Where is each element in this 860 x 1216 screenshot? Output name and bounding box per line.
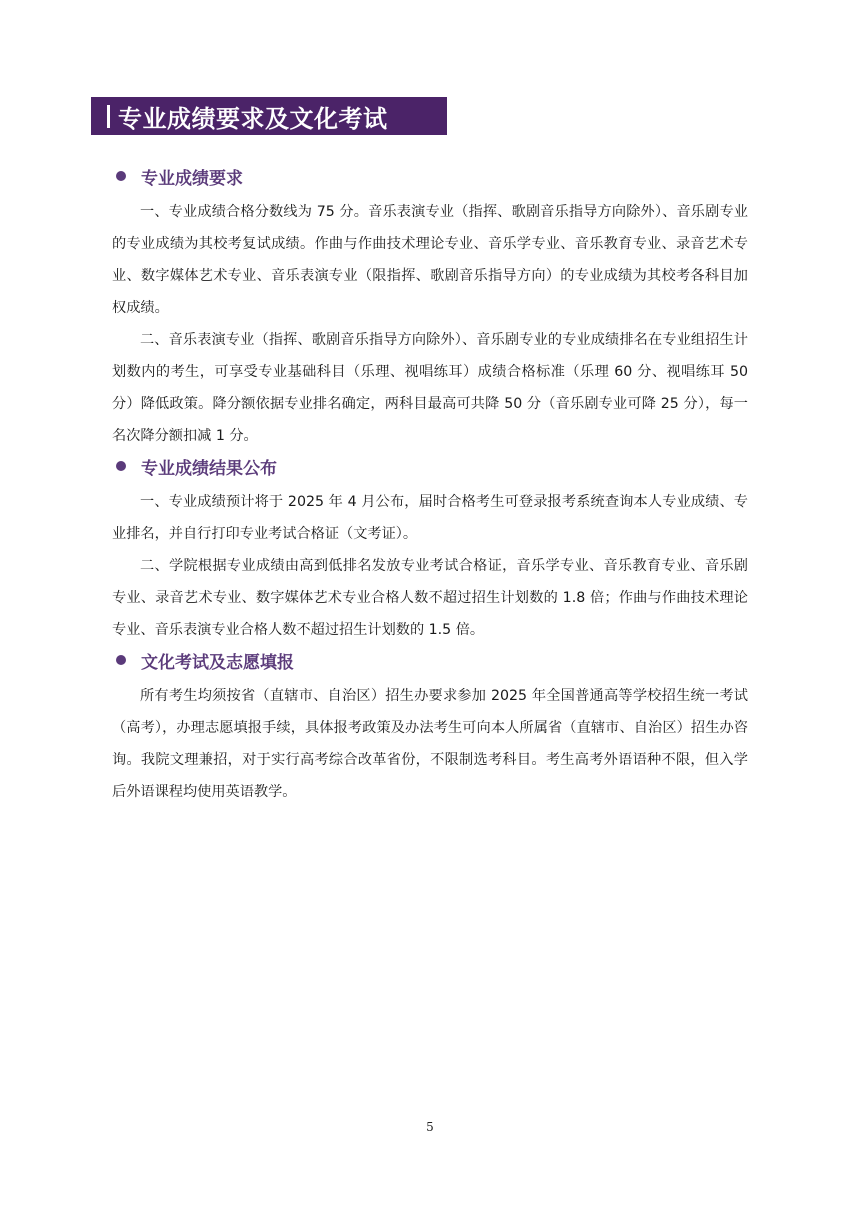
page-number: 5 bbox=[426, 1120, 434, 1134]
subheading-text: 文化考试及志愿填报 bbox=[141, 652, 294, 673]
banner-accent-bar bbox=[107, 105, 110, 128]
bullet-dot-icon bbox=[116, 171, 126, 181]
paragraph: 一、专业成绩预计将于 2025 年 4 月公布，届时合格考生可登录报考系统查询本人专业成绩、专业排名，并自行打印专业考试合格证（文考证）。 bbox=[112, 494, 748, 542]
section-banner bbox=[91, 97, 447, 135]
paragraph: 所有考生均须按省（直辖市、自治区）招生办要求参加 2025 年全国普通高等学校招生统一考试（高考），办理志愿填报手续，具体报考政策及办法考生可向本人所属省（直辖市、自治区）招生办咨询。我院文理兼招，对于实行高考综合改革省份，不限制选考科目。考生高考外语语种不限，但入学后外语课程均使用英语教学。 bbox=[112, 688, 748, 800]
subheading-culture-exam bbox=[112, 646, 748, 674]
banner-title: 专业成绩要求及文化考试 bbox=[118, 104, 388, 133]
paragraph: 二、学院根据专业成绩由高到低排名发放专业考试合格证，音乐学专业、音乐教育专业、音乐剧专业、录音艺术专业、数字媒体艺术专业合格人数不超过招生计划数的 1.8 倍；作曲与作曲技术理论专业、音乐表演专业合格人数不超过招生计划数的 1.5 倍。 bbox=[112, 558, 748, 638]
subheading-score-requirements bbox=[112, 162, 748, 190]
subheading-text: 专业成绩要求 bbox=[141, 168, 243, 189]
paragraph: 一、专业成绩合格分数线为 75 分。音乐表演专业（指挥、歌剧音乐指导方向除外）、音乐剧专业的专业成绩为其校考复试成绩。作曲与作曲技术理论专业、音乐学专业、音乐教育专业、录音艺术专业、数字媒体艺术专业、音乐表演专业（限指挥、歌剧音乐指导方向）的专业成绩为其校考各科目加权成绩。 bbox=[112, 204, 748, 316]
subheading-text: 专业成绩结果公布 bbox=[141, 458, 277, 479]
bullet-dot-icon bbox=[116, 655, 126, 665]
subheading-results-announcement bbox=[112, 452, 748, 480]
document-body bbox=[112, 162, 748, 808]
paragraph: 二、音乐表演专业（指挥、歌剧音乐指导方向除外）、音乐剧专业的专业成绩排名在专业组招生计划数内的考生，可享受专业基础科目（乐理、视唱练耳）成绩合格标准（乐理 60 分、视唱练耳 50 分）降低政策。降分额依据专业排名确定，两科目最高可共降 50 分（音乐剧专业可降 25 分），每一名次降分额扣减 1 分。 bbox=[112, 332, 748, 444]
bullet-dot-icon bbox=[116, 461, 126, 471]
